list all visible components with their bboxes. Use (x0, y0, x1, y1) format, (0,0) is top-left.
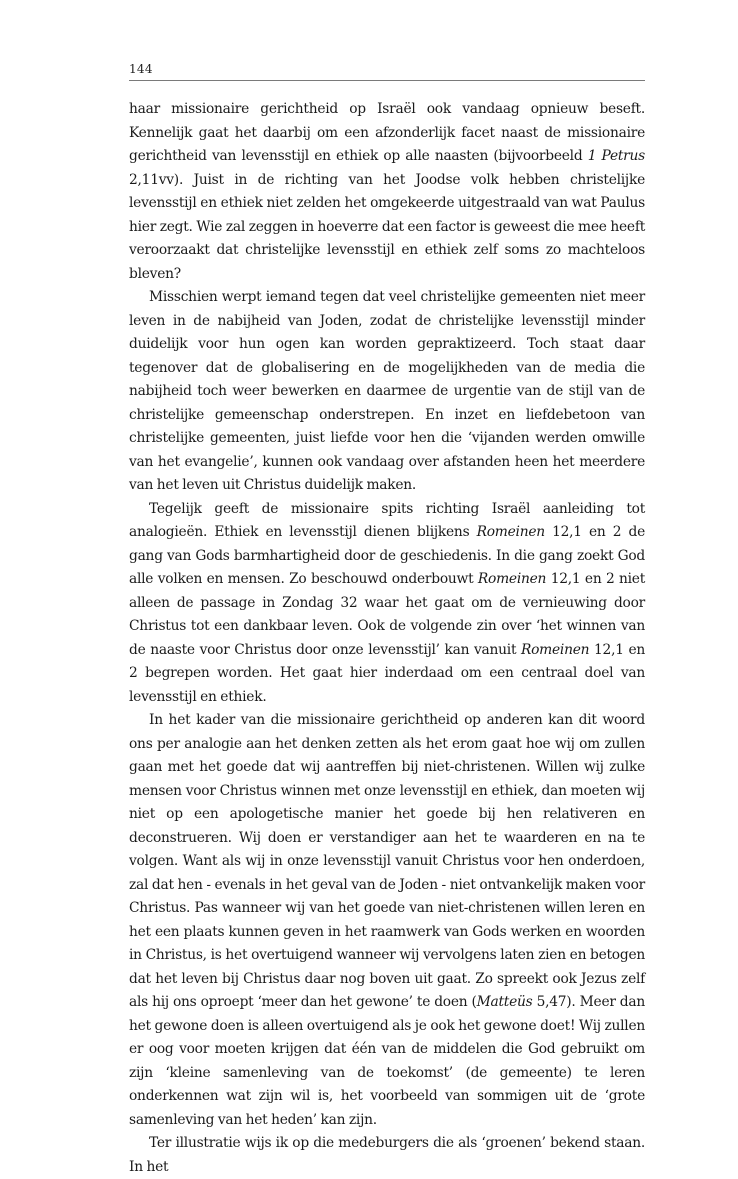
paragraph (129, 98, 645, 286)
text-segment: Tegelijk geeft de missionaire spits richting Israël aanleiding tot analogieën. Ethiek en levensstijl dienen blijkens (129, 500, 645, 540)
text-segment: 12,1 en 2 niet alleen de passage in Zondag 32 waar het gaat om de vernieuwing door Christus tot een dankbaar leven. Ook de volgende zin over ‘het winnen van de naaste voor Christus door onze levensstijl’ kan vanuit (129, 571, 645, 658)
paragraph (129, 498, 645, 710)
text-segment: 5,47). Meer dan het gewone doen is alleen overtuigend als je ook het gewone doet! Wij zullen er oog voor moeten krijgen dat één van de middelen die God gebruikt om zijn ‘kleine samenleving van de toekomst’ (de gemeente) te leren onderkennen wat zijn wil is, het voorbeeld van sommigen uit de ‘grote samenleving van het heden’ kan zijn. (129, 994, 645, 1128)
text-segment: Ter illustratie wijs ik op die medeburgers die als ‘groenen’ bekend staan. In het (129, 1135, 645, 1175)
text-segment: Misschien werpt iemand tegen dat veel christelijke gemeenten niet meer leven in de nabijheid van Joden, zodat de christelijke levensstijl minder duidelijk voor hun ogen kan worden gepraktizeerd. Toch staat daar tegenover dat de globalisering en de mogelijkheden van de media die nabijheid toch weer bewerken en daarmee de urgentie van de stijl van de christelijke gemeenschap onderstrepen. En inzet en liefdebetoon van christelijke gemeenten, juist liefde voor hen die ‘vijanden werden omwille van het evangelie’, kunnen ook vandaag over afstanden heen het meerdere van het leven uit Christus duidelijk maken. (129, 289, 645, 493)
book-reference: Matteüs (476, 994, 533, 1010)
body-text (129, 98, 645, 1179)
text-segment: haar missionaire gerichtheid op Israël ook vandaag opnieuw beseft. Kennelijk gaat het daarbij om een afzonderlijk facet naast de missionaire gerichtheid van levensstijl en ethiek op alle naasten (bijvoorbeeld (129, 101, 645, 164)
book-reference: 1 Petrus (587, 148, 645, 164)
text-segment: In het kader van die missionaire gerichtheid op anderen kan dit woord ons per analogie aan het denken zetten als het erom gaat hoe wij om zullen gaan met het goede dat wij aantreffen bij niet-christenen. Willen wij zulke mensen voor Christus winnen met onze levensstijl en ethiek, dan moeten wij niet op een apologetische manier het goede bij hen relativeren en deconstrueren. Wij doen er verstandiger aan het te waarderen en na te volgen. Want als wij in onze levensstijl vanuit Christus voor hen onderdoen, zal dat hen - evenals in het geval van de Joden - niet ontvankelijk maken voor Christus. Pas wanneer wij van het goede van niet-christenen willen leren en het een plaats kunnen geven in het raamwerk van Gods werken en woorden in Christus, is het overtuigend wanneer wij vervolgens laten zien en betogen dat het leven bij Christus daar nog boven uit gaat. Zo spreekt ook Jezus zelf als hij ons oproept ‘meer dan het gewone’ te doen ( (129, 712, 645, 1010)
paragraph (129, 1132, 645, 1179)
text-segment: 2,11vv). Juist in de richting van het Joodse volk hebben christelijke levensstijl en ethiek niet zelden het omgekeerde uitgestraald van wat Paulus hier zegt. Wie zal zeggen in hoeverre dat een factor is geweest die mee heeft veroorzaakt dat christelijke levensstijl en ethiek zelf soms zo machteloos bleven? (129, 171, 645, 282)
paragraph (129, 709, 645, 1132)
text-segment: 12,1 en 2 begrepen worden. Het gaat hier inderdaad om een centraal doel van levensstijl en ethiek. (129, 641, 646, 705)
header-rule (129, 80, 645, 81)
book-reference: Romeinen (476, 524, 545, 540)
paragraph (129, 286, 645, 498)
book-reference: Romeinen (520, 641, 590, 658)
book-reference: Romeinen (477, 571, 547, 587)
text-segment: 12,1 en 2 de gang van Gods barmhartigheid door de geschiedenis. In die gang zoekt God alle volken en mensen. Zo beschouwd onderbouwt (129, 524, 645, 587)
page-number: 144 (129, 62, 153, 76)
